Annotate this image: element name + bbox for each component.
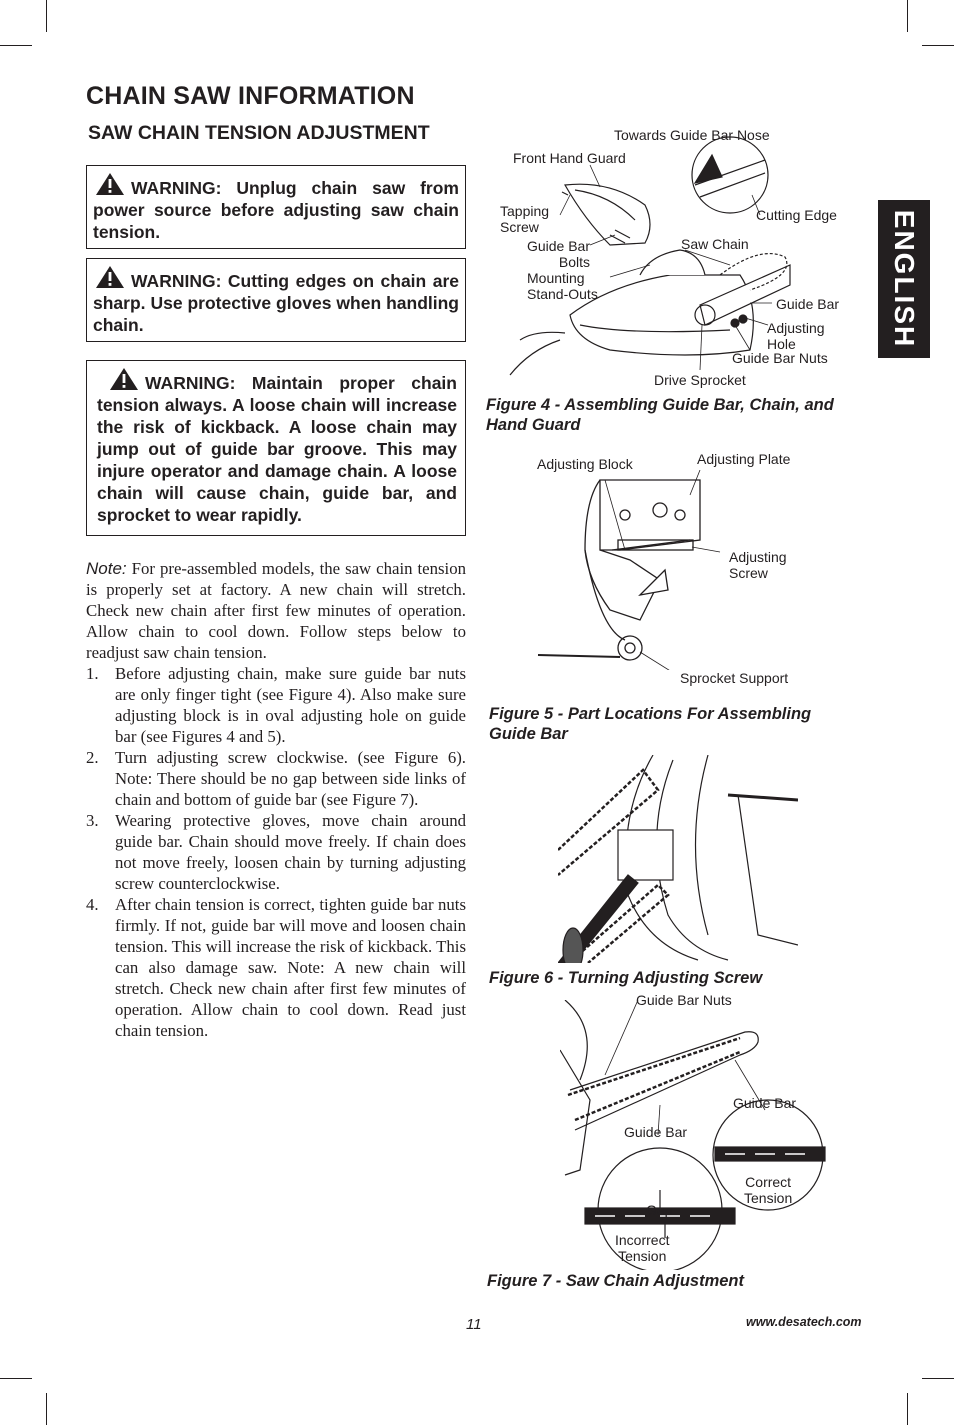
label-guide-bar-bolts: Guide Bar Bolts bbox=[526, 238, 590, 270]
steps-list bbox=[86, 663, 466, 1041]
label-adjusting-block: Adjusting Block bbox=[537, 456, 633, 472]
label-adjusting-hole: Adjusting Hole bbox=[767, 320, 825, 352]
label-guide-bar-nuts-fig7: Guide Bar Nuts bbox=[636, 992, 732, 1008]
warning-triangle-icon bbox=[95, 172, 125, 196]
label-guide-bar-left: Guide Bar bbox=[624, 1124, 688, 1140]
step-text: Turn adjusting screw clockwise. (see Figure 6). Note: There should be no gap between side links of chain and bottom of guide bar (see Figure 7). bbox=[115, 748, 466, 809]
warning-box bbox=[86, 165, 466, 249]
label-sprocket-support: Sprocket Support bbox=[680, 670, 789, 686]
label-guide-bar: Guide Bar bbox=[776, 296, 840, 312]
label-correct-tension: Correct Tension bbox=[744, 1174, 793, 1206]
crop-mark bbox=[0, 45, 32, 46]
list-item bbox=[86, 663, 466, 747]
page-number: 11 bbox=[466, 1316, 482, 1333]
crop-mark bbox=[922, 45, 954, 46]
crop-mark bbox=[46, 0, 47, 32]
instructions bbox=[86, 558, 466, 1041]
label-adjusting-plate: Adjusting Plate bbox=[697, 451, 791, 467]
label-guide-bar-right: Guide Bar bbox=[733, 1095, 797, 1111]
label-adjusting-screw: Adjusting Screw bbox=[729, 549, 787, 581]
language-tab bbox=[878, 200, 930, 358]
warning-triangle-icon bbox=[95, 265, 125, 289]
warning-text: WARNING: Maintain proper chain tension always. A loose chain will increase the risk of kickback. A loose chain may jump out of guide bar groove. This may injure operator and damage chain. A loose chain will cause chain, guide bar, and sprocket to wear rapidly. bbox=[97, 373, 457, 525]
step-number: 1. bbox=[86, 664, 99, 683]
label-front-hand-guard: Front Hand Guard bbox=[513, 150, 626, 166]
figure-5-illustration bbox=[530, 470, 730, 670]
warning-box bbox=[86, 360, 466, 536]
warning-text: WARNING: Unplug chain saw from power source before adjusting saw chain tension. bbox=[93, 178, 459, 242]
crop-mark bbox=[922, 1378, 954, 1379]
label-mounting-stand-outs: Mounting Stand-Outs bbox=[527, 270, 598, 302]
figure-7-illustration bbox=[560, 1000, 830, 1270]
figure-6-caption: Figure 6 - Turning Adjusting Screw bbox=[489, 969, 763, 987]
step-text: After chain tension is correct, tighten guide bar nuts firmly. If not, guide bar will move and loosen chain tension. This will increase the risk of kickback. This can also damage saw. Note: A new chain will stretch. Check new chain after first few minutes of operation. Allow chain to cool down. Read just chain tension. bbox=[115, 895, 466, 1040]
warning-triangle-icon bbox=[109, 367, 139, 391]
label-guide-bar-nuts: Guide Bar Nuts bbox=[732, 350, 828, 366]
step-number: 2. bbox=[86, 748, 99, 767]
note-text: For pre-assembled models, the saw chain tension is properly set at factory. A new chain will stretch. Check new chain after first few minutes of operation. Allow chain to cool down. Follow steps below to readjust saw chain tension. bbox=[86, 559, 466, 662]
step-number: 3. bbox=[86, 811, 99, 830]
figure-6-illustration bbox=[558, 755, 798, 963]
label-towards-nose: Towards Guide Bar Nose bbox=[614, 127, 770, 143]
list-item bbox=[86, 747, 466, 810]
label-tapping-screw: Tapping Screw bbox=[500, 203, 550, 235]
crop-mark bbox=[907, 0, 908, 32]
step-number: 4. bbox=[86, 895, 99, 914]
crop-mark bbox=[46, 1393, 47, 1425]
warning-text: WARNING: Cutting edges on chain are sharp. Use protective gloves when handling chain. bbox=[93, 271, 459, 335]
crop-mark bbox=[907, 1393, 908, 1425]
warning-box bbox=[86, 258, 466, 342]
section-title: SAW CHAIN TENSION ADJUSTMENT bbox=[88, 122, 430, 144]
label-incorrect-tension: Incorrect Tension bbox=[615, 1232, 670, 1264]
note-paragraph bbox=[86, 558, 466, 663]
crop-mark bbox=[0, 1378, 32, 1379]
note-label: Note: bbox=[86, 559, 127, 578]
website-url: www.desatech.com bbox=[746, 1315, 862, 1329]
label-saw-chain: Saw Chain bbox=[681, 236, 749, 252]
label-drive-sprocket: Drive Sprocket bbox=[654, 372, 746, 388]
language-tab-label: ENGLISH bbox=[889, 209, 920, 349]
list-item bbox=[86, 894, 466, 1041]
label-cutting-edge: Cutting Edge bbox=[756, 207, 837, 223]
page-title: CHAIN SAW INFORMATION bbox=[86, 82, 415, 110]
figure-4-caption: Figure 4 - Assembling Guide Bar, Chain, and Hand Guard bbox=[486, 396, 834, 434]
step-text: Wearing protective gloves, move chain around guide bar. Chain should move freely. If chain does not move freely, loosen chain by turning adjusting screw counterclockwise. bbox=[115, 811, 466, 893]
label-gap: Gap bbox=[646, 1202, 673, 1218]
list-item bbox=[86, 810, 466, 894]
figure-5-caption: Figure 5 - Part Locations For Assembling Guide Bar bbox=[489, 705, 812, 743]
figure-7-caption: Figure 7 - Saw Chain Adjustment bbox=[487, 1272, 744, 1290]
step-text: Before adjusting chain, make sure guide bar nuts are only finger tight (see Figure 4). Also make sure adjusting block is in oval adjusting hole on guide bar (see Figures 4 and 5). bbox=[115, 664, 466, 746]
